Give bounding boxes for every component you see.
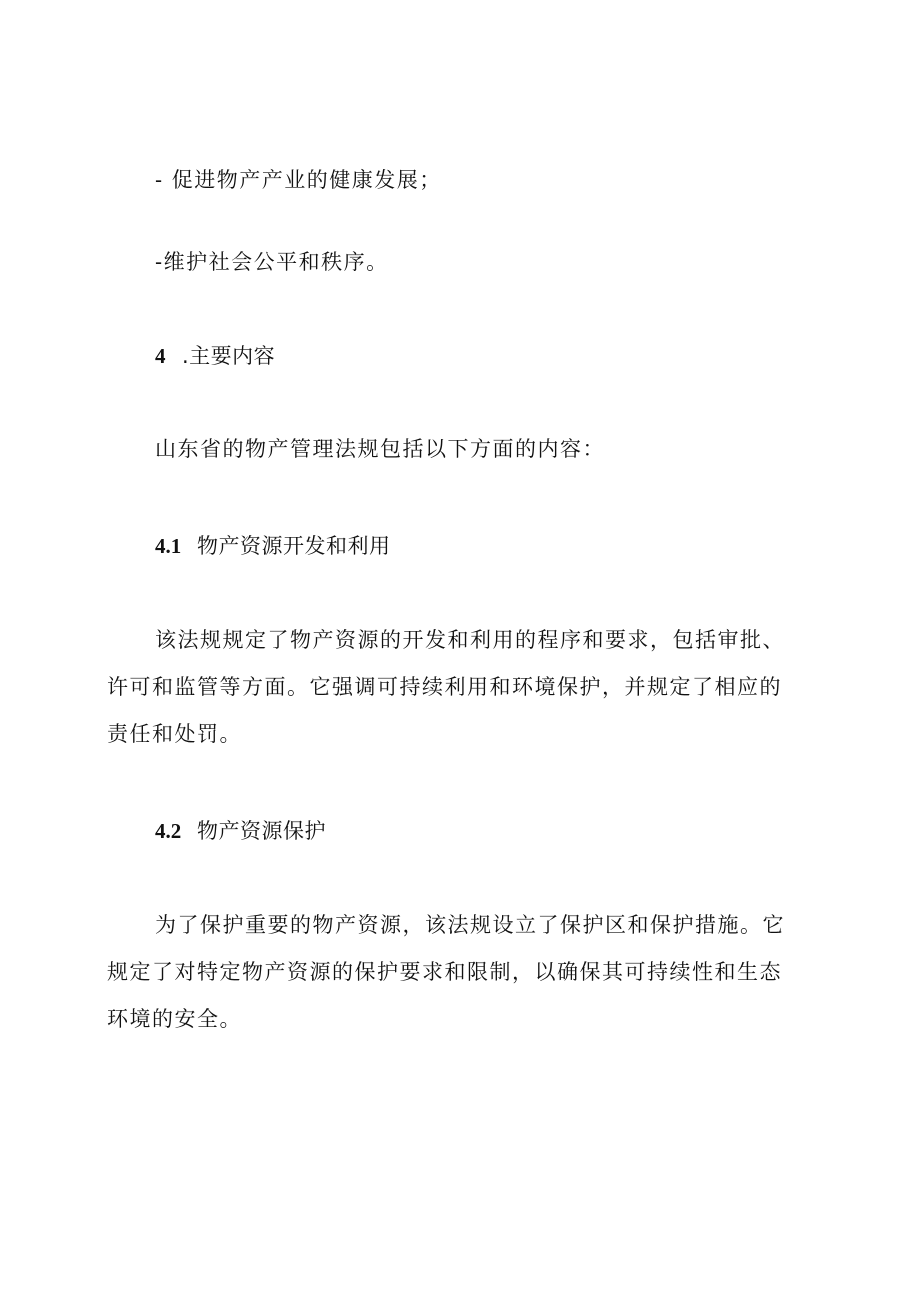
bullet-item: -维护社会公平和秩序。: [155, 250, 389, 274]
subsection-heading: [155, 817, 326, 845]
paragraph-line: 该法规规定了物产资源的开发和利用的程序和要求，包括审批、: [155, 628, 785, 652]
subsection-heading: [155, 532, 391, 560]
paragraph-line: 环境的安全。: [107, 1007, 242, 1031]
section-number: 4: [155, 344, 166, 368]
section-title: .主要内容: [182, 344, 276, 368]
subsection-title: 物产资源保护: [197, 819, 326, 843]
subsection-number: 4.2: [155, 819, 182, 843]
paragraph-line: 规定了对特定物产资源的保护要求和限制，以确保其可持续性和生态: [107, 960, 782, 984]
paragraph-line: 山东省的物产管理法规包括以下方面的内容：: [155, 437, 605, 461]
bullet-item: - 促进物产产业的健康发展；: [155, 168, 442, 192]
section-heading: [155, 342, 275, 370]
subsection-number: 4.1: [155, 534, 182, 558]
subsection-title: 物产资源开发和利用: [197, 534, 391, 558]
paragraph-line: 为了保护重要的物产资源，该法规设立了保护区和保护措施。它: [155, 913, 785, 937]
paragraph-line: 许可和监管等方面。它强调可持续利用和环境保护，并规定了相应的: [107, 675, 782, 699]
paragraph-line: 责任和处罚。: [107, 722, 242, 746]
